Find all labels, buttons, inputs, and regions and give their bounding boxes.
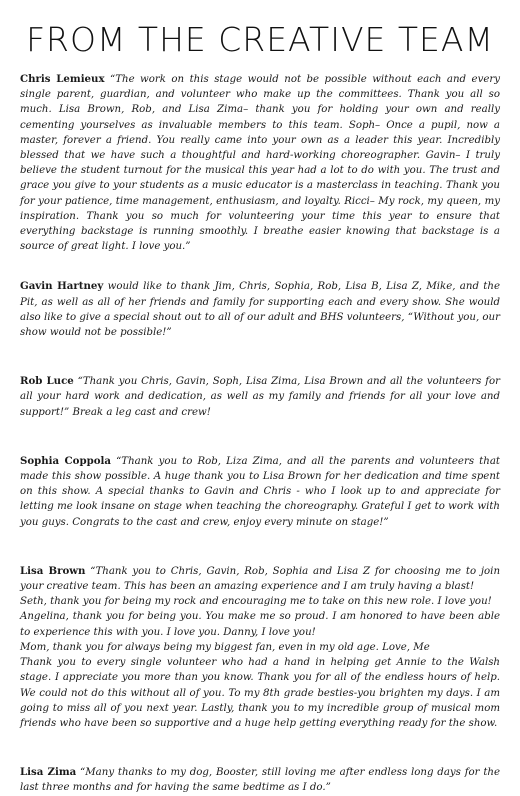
entry-text: “The work on this stage would not be possible without each and every single parent, guardian, and volunteer who make up the committees. Thank you all so much. Lisa Brown, Rob, and Lisa Zima– thank you for holding your own and really cementing yourselves as invaluable members to this team. Soph– Once a pupil, now a master, forever a friend. You really came into your own as a leader this year. Incredibly blessed that we have such a thoughtful and hard-working choreographer. Gavin– I truly believe the student turnout for the musical this year had a lot to do with you. The trust and grace you give to your students as a music educator is a masterclass in teaching. Thank you for your patience, time management, enthusiasm, and loyalty. Ricci– My rock, my queen, my inspiration. Thank you so much for volunteering your time this year to ensure that everything backstage is running smoothly. I breathe easier knowing that backstage is a source of great light. I love you.”	[20, 74, 500, 253]
entry-lisa-zima	[20, 765, 500, 795]
entry-text: Angelina, thank you for being you. You make me so proud. I am honored to have been able to experience this with you. I love you. Danny, I love you!	[20, 611, 500, 638]
entry-paragraph	[20, 279, 500, 340]
entry-paragraph	[20, 564, 500, 594]
entry-paragraph	[20, 765, 500, 795]
entry-name: Rob Luce	[20, 375, 74, 388]
page-title: FROM THE CREATIVE TEAM	[26, 20, 494, 59]
entry-text: Thank you to every single volunteer who had a hand in helping get Annie to the Walsh stage. I appreciate you more than you know. Thank you for all of the endless hours of help. We could not do this without all of you. To my 8th grade besties-you brighten my days. I am going to miss all of you next year. Lastly, thank you to my incredible group of musical mom friends who have been so supportive and a huge help getting everything ready for the show.	[20, 657, 500, 729]
entry-text: “Many thanks to my dog, Booster, still loving me after endless long days for the last three months and for having the same bedtime as I do.”	[20, 767, 501, 794]
entry-name: Lisa Brown	[20, 564, 86, 577]
entry-paragraph	[20, 655, 500, 731]
entry-name: Sophia Coppola	[20, 454, 111, 467]
entry-paragraph	[20, 640, 500, 655]
entry-lisa-brown	[20, 564, 500, 731]
entry-text: Seth, thank you for being my rock and encouraging me to take on this new role. I love you!	[20, 596, 492, 608]
entry-text: Mom, thank you for always being my biggest fan, even in my old age. Love, Me	[20, 641, 430, 653]
entry-sophia-coppola	[20, 454, 500, 530]
entry-paragraph	[20, 454, 500, 530]
entry-gavin-hartney	[20, 279, 500, 340]
entry-text: “Thank you Chris, Gavin, Soph, Lisa Zima, Lisa Brown and all the volunteers for all your hard work and dedication, as well as my family and friends for all your love and support!” Break a leg cast and crew!	[20, 376, 500, 418]
entry-name: Gavin Hartney	[20, 280, 104, 293]
entry-paragraph	[20, 374, 500, 420]
entry-chris-lemieux	[20, 72, 500, 254]
entry-paragraph	[20, 72, 500, 254]
entry-paragraph	[20, 594, 500, 609]
entry-text: “Thank you to Rob, Liza Zima, and all the parents and volunteers that made this show possible. A huge thank you to Lisa Brown for her dedication and time spent on this show. A special thanks to Gavin and Chris - who I look up to and appreciate for letting me look insane on stage when teaching the choreography. Grateful I get to work with you guys. Congrats to the cast and crew, enjoy every minute on stage!”	[20, 455, 500, 528]
entry-name: Lisa Zima	[20, 766, 77, 779]
entry-rob-luce	[20, 374, 500, 420]
entry-text: would like to thank Jim, Chris, Sophia, Rob, Lisa B, Lisa Z, Mike, and the Pit, as well as all of her friends and family for supporting each and every show. She would also like to give a special shout out to all of our adult and BHS volunteers, “Without you, our show would not be possible!”	[20, 281, 500, 339]
entry-paragraph	[20, 609, 500, 639]
entry-name: Chris Lemieux	[20, 73, 105, 85]
entry-text: “Thank you to Chris, Gavin, Rob, Sophia and Lisa Z for choosing me to join your creative team. This has been an amazing experience and I am truly having a blast!	[20, 565, 500, 593]
